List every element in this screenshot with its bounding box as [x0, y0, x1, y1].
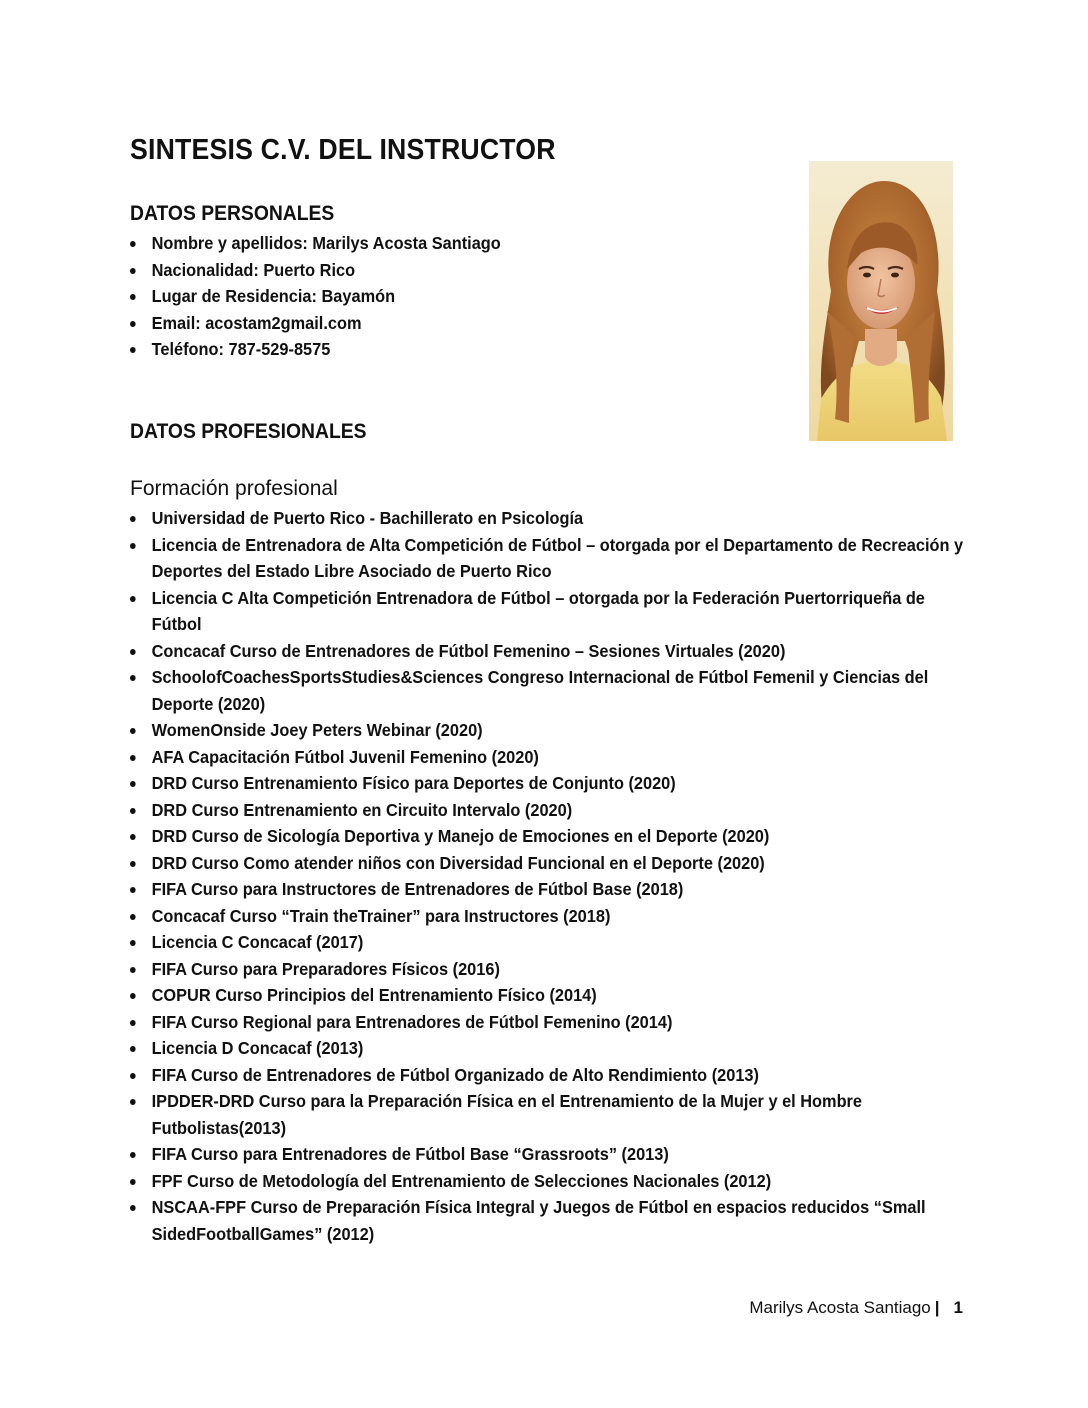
- bullet-icon: [130, 1099, 136, 1105]
- list-item: NSCAA-FPF Curso de Preparación Física Integral y Juegos de Fútbol en espacios reducidos “Small SidedFootballGames” (2012): [130, 1194, 979, 1247]
- list-item: Email: acostam2gmail.com: [130, 310, 979, 337]
- list-item: Nombre y apellidos: Marilys Acosta Santiago: [130, 230, 979, 257]
- page-title: SINTESIS C.V. DEL INSTRUCTOR: [130, 134, 556, 166]
- bullet-icon: [130, 887, 136, 893]
- list-item: Licencia D Concacaf (2013): [130, 1035, 979, 1062]
- bullet-icon: [130, 516, 136, 522]
- portrait-image: [809, 161, 953, 441]
- bullet-icon: [130, 268, 136, 274]
- bullet-icon: [130, 1073, 136, 1079]
- list-item: IPDDER-DRD Curso para la Preparación Física en el Entrenamiento de la Mujer y el Hombre Futbolistas(2013): [130, 1088, 979, 1141]
- bullet-icon: [130, 781, 136, 787]
- bullet-icon: [130, 649, 136, 655]
- page-footer: [749, 1298, 963, 1318]
- bullet-icon: [130, 967, 136, 973]
- list-item: FIFA Curso de Entrenadores de Fútbol Organizado de Alto Rendimiento (2013): [130, 1062, 979, 1089]
- page-number: 1: [953, 1298, 963, 1317]
- bullet-icon: [130, 861, 136, 867]
- list-item: DRD Curso de Sicología Deportiva y Manejo de Emociones en el Deporte (2020): [130, 823, 979, 850]
- list-item: Lugar de Residencia: Bayamón: [130, 283, 979, 310]
- list-item: FIFA Curso para Preparadores Físicos (2016): [130, 956, 979, 983]
- list-item: FPF Curso de Metodología del Entrenamiento de Selecciones Nacionales (2012): [130, 1168, 979, 1195]
- list-item: Concacaf Curso “Train theTrainer” para Instructores (2018): [130, 903, 979, 930]
- list-item: FIFA Curso para Entrenadores de Fútbol Base “Grassroots” (2013): [130, 1141, 979, 1168]
- bullet-icon: [130, 1020, 136, 1026]
- footer-separator: |: [934, 1298, 940, 1317]
- bullet-icon: [130, 241, 136, 247]
- list-item: Licencia C Concacaf (2017): [130, 929, 979, 956]
- training-subheading: Formación profesional: [130, 477, 338, 500]
- list-item: Licencia de Entrenadora de Alta Competición de Fútbol – otorgada por el Departamento de Recreación y Deportes del Estado Libre Asociado de Puerto Rico: [130, 532, 979, 585]
- list-item: WomenOnside Joey Peters Webinar (2020): [130, 717, 979, 744]
- bullet-icon: [130, 755, 136, 761]
- list-item: DRD Curso Entrenamiento en Circuito Intervalo (2020): [130, 797, 979, 824]
- list-item: Licencia C Alta Competición Entrenadora de Fútbol – otorgada por la Federación Puertorriqueña de Fútbol: [130, 585, 979, 638]
- list-item: Concacaf Curso de Entrenadores de Fútbol Femenino – Sesiones Virtuales (2020): [130, 638, 979, 665]
- bullet-icon: [130, 914, 136, 920]
- bullet-icon: [130, 596, 136, 602]
- bullet-icon: [130, 940, 136, 946]
- bullet-icon: [130, 675, 136, 681]
- footer-author: Marilys Acosta Santiago: [749, 1298, 931, 1317]
- list-item: Nacionalidad: Puerto Rico: [130, 257, 979, 284]
- bullet-icon: [130, 347, 136, 353]
- bullet-icon: [130, 1046, 136, 1052]
- bullet-icon: [130, 543, 136, 549]
- bullet-icon: [130, 728, 136, 734]
- list-item: FIFA Curso para Instructores de Entrenadores de Fútbol Base (2018): [130, 876, 979, 903]
- bullet-icon: [130, 808, 136, 814]
- profile-photo: [809, 161, 953, 441]
- professional-data-heading: DATOS PROFESIONALES: [130, 420, 367, 443]
- bullet-icon: [130, 1179, 136, 1185]
- bullet-icon: [130, 1205, 136, 1211]
- personal-data-heading: DATOS PERSONALES: [130, 202, 335, 225]
- list-item: Universidad de Puerto Rico - Bachillerato en Psicología: [130, 505, 979, 532]
- list-item: Teléfono: 787-529-8575: [130, 336, 979, 363]
- bullet-icon: [130, 1152, 136, 1158]
- bullet-icon: [130, 294, 136, 300]
- list-item: AFA Capacitación Fútbol Juvenil Femenino (2020): [130, 744, 979, 771]
- bullet-icon: [130, 321, 136, 327]
- list-item: DRD Curso Como atender niños con Diversidad Funcional en el Deporte (2020): [130, 850, 979, 877]
- list-item: SchoolofCoachesSportsStudies&Sciences Congreso Internacional de Fútbol Femenil y Ciencias del Deporte (2020): [130, 664, 979, 717]
- bullet-icon: [130, 993, 136, 999]
- list-item: DRD Curso Entrenamiento Físico para Deportes de Conjunto (2020): [130, 770, 979, 797]
- list-item: FIFA Curso Regional para Entrenadores de Fútbol Femenino (2014): [130, 1009, 979, 1036]
- list-item: COPUR Curso Principios del Entrenamiento Físico (2014): [130, 982, 979, 1009]
- bullet-icon: [130, 834, 136, 840]
- training-list: [130, 505, 980, 1247]
